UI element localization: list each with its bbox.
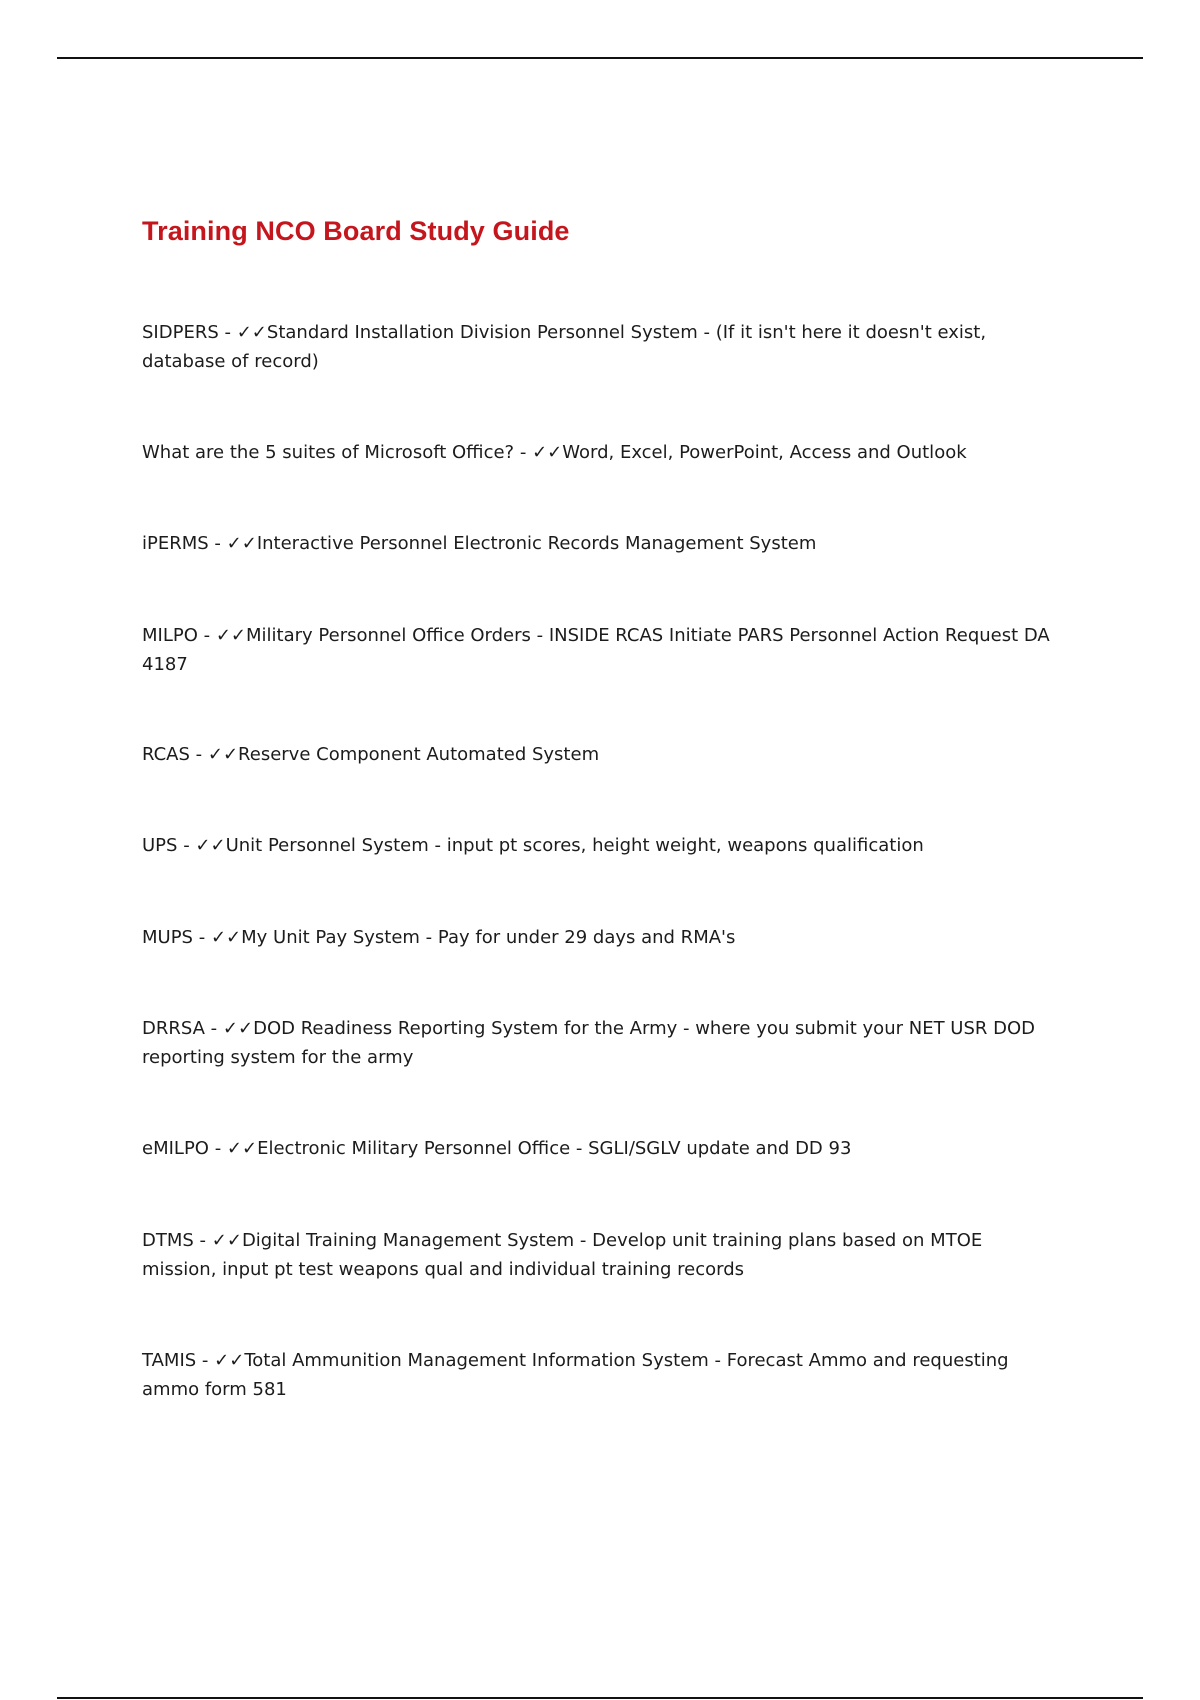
double-check-icon: ✓✓ bbox=[532, 442, 563, 463]
entry-term: iPERMS bbox=[142, 533, 209, 554]
entry-separator: - bbox=[193, 1230, 212, 1251]
list-item bbox=[142, 529, 1062, 558]
list-item bbox=[142, 1014, 1062, 1072]
entry-definition: Digital Training Management System - Develop unit training plans based on MTOE mission, input pt test weapons qual and individual training records bbox=[142, 1230, 983, 1280]
entry-term: MILPO bbox=[142, 625, 198, 646]
list-item bbox=[142, 1134, 1062, 1163]
entry-term: What are the 5 suites of Microsoft Office? bbox=[142, 442, 515, 463]
entry-term: RCAS bbox=[142, 744, 190, 765]
entry-term: UPS bbox=[142, 835, 178, 856]
entry-separator: - bbox=[218, 322, 237, 343]
double-check-icon: ✓✓ bbox=[226, 1138, 258, 1159]
entry-term: MUPS bbox=[142, 927, 193, 948]
entry-term: SIDPERS bbox=[142, 322, 219, 343]
entry-separator: - bbox=[189, 744, 208, 765]
double-check-icon: ✓✓ bbox=[236, 322, 267, 343]
entry-definition: DOD Readiness Reporting System for the Army - where you submit your NET USR DOD reporting system for the army bbox=[142, 1018, 1035, 1068]
bottom-rule bbox=[57, 1697, 1143, 1699]
entry-term: DRRSA bbox=[142, 1018, 205, 1039]
entry-separator: - bbox=[193, 927, 211, 948]
double-check-icon: ✓✓ bbox=[215, 625, 247, 646]
top-rule bbox=[57, 57, 1143, 59]
list-item bbox=[142, 740, 1062, 769]
entry-term: DTMS bbox=[142, 1230, 194, 1251]
list-item bbox=[142, 1346, 1062, 1404]
list-item bbox=[142, 831, 1062, 860]
entry-definition: Total Ammunition Management Information System - Forecast Ammo and requesting ammo form 581 bbox=[142, 1350, 1009, 1400]
list-item bbox=[142, 438, 1062, 467]
entry-separator: - bbox=[204, 1018, 223, 1039]
list-item bbox=[142, 1226, 1062, 1284]
double-check-icon: ✓✓ bbox=[226, 533, 257, 554]
entry-definition: Word, Excel, PowerPoint, Access and Outlook bbox=[562, 442, 967, 463]
double-check-icon: ✓✓ bbox=[210, 927, 242, 948]
double-check-icon: ✓✓ bbox=[195, 835, 226, 856]
entry-definition: My Unit Pay System - Pay for under 29 days and RMA's bbox=[241, 927, 736, 948]
page-title: Training NCO Board Study Guide bbox=[142, 216, 570, 246]
list-item bbox=[142, 923, 1062, 952]
entry-separator: - bbox=[196, 1350, 215, 1371]
entry-separator: - bbox=[208, 1138, 227, 1159]
double-check-icon: ✓✓ bbox=[214, 1350, 245, 1371]
list-item bbox=[142, 318, 1062, 376]
entry-definition: Interactive Personnel Electronic Records Management System bbox=[256, 533, 817, 554]
double-check-icon: ✓✓ bbox=[207, 744, 239, 765]
entry-definition: Reserve Component Automated System bbox=[238, 744, 600, 765]
double-check-icon: ✓✓ bbox=[211, 1230, 242, 1251]
entry-term: eMILPO bbox=[142, 1138, 209, 1159]
entry-term: TAMIS bbox=[142, 1350, 197, 1371]
entry-definition: Standard Installation Division Personnel System - (If it isn't here it doesn't exist, database of record) bbox=[142, 322, 987, 372]
entry-separator: - bbox=[177, 835, 196, 856]
entry-separator: - bbox=[197, 625, 216, 646]
entry-separator: - bbox=[514, 442, 533, 463]
entry-definition: Unit Personnel System - input pt scores, height weight, weapons qualification bbox=[225, 835, 924, 856]
entry-definition: Electronic Military Personnel Office - SGLI/SGLV update and DD 93 bbox=[257, 1138, 852, 1159]
entry-definition: Military Personnel Office Orders - INSIDE RCAS Initiate PARS Personnel Action Request DA 4187 bbox=[142, 625, 1050, 675]
list-item bbox=[142, 621, 1062, 679]
double-check-icon: ✓✓ bbox=[222, 1018, 254, 1039]
entry-separator: - bbox=[208, 533, 227, 554]
